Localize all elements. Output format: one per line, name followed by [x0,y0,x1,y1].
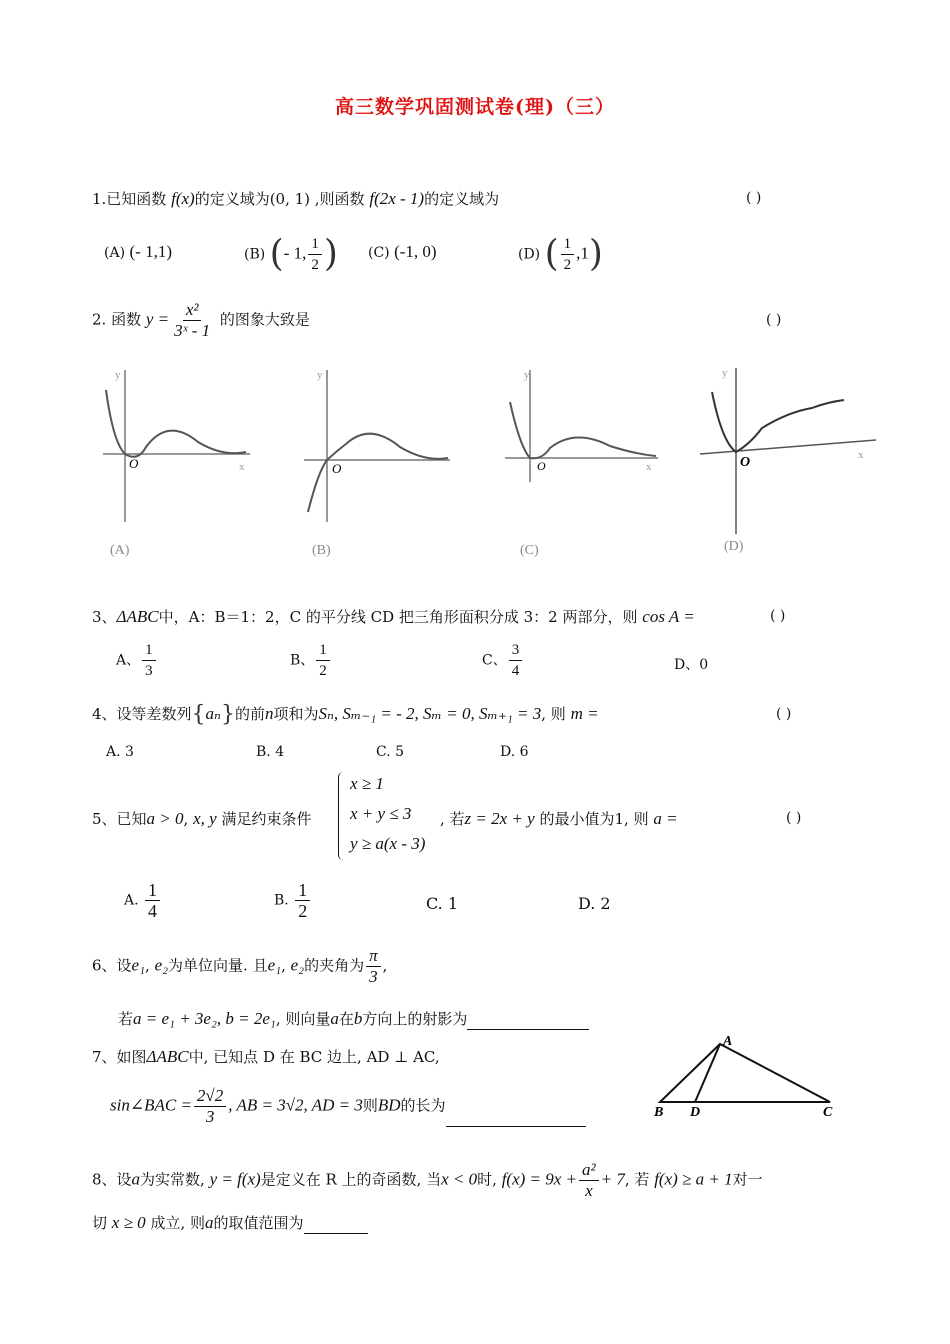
graph-c-label: (C) [520,543,539,558]
point-c-label: C [823,1105,833,1120]
graph-d-origin: O [740,455,751,470]
question-8-line-2: 切 x ≥ 0 成立, 则a的取值范围为 [92,1212,368,1234]
graph-c-origin: O [537,459,546,473]
question-3-option-d: D、0 [674,657,709,673]
question-5-option-c: C. 1 [426,894,459,913]
question-1-option-c: (C) (-1, 0) [368,242,437,261]
question-6-line-1: 6、设e₁, e₂为单位向量. 且e₁, e₂的夹角为 $\frac{\pi}{3}$ , [92,946,388,986]
graph-c-x-label: x [646,461,652,473]
graph-a-y-label: y [115,369,121,381]
question-3-option-c: C、 $\frac{3}{4}$ [482,640,524,681]
question-4-answer-paren: ( ) [776,706,792,722]
graph-b [300,362,460,562]
graph-b-curve [308,434,448,512]
question-7-figure [650,1032,850,1124]
graph-d-y-label: y [722,367,728,379]
question-8-answer-blank[interactable] [304,1233,368,1234]
segment-ad [695,1044,720,1102]
graph-d [698,362,882,562]
question-5-stem-b: , 若z = 2x + y 的最小值为1, 则 a = [440,809,678,828]
graph-a-curve [106,390,246,457]
question-5-answer-paren: ( ) [786,810,802,826]
graph-c [500,362,670,562]
point-a-label: A [723,1034,733,1049]
question-1-stem: 1.已知函数 f(x)的定义域为(0, 1) ,则函数 f(2x - 1)的定义域为 [92,189,500,208]
question-5-brace [338,772,343,860]
question-4-option-d: D. 6 [500,744,529,760]
triangle-abc [660,1044,830,1102]
question-1-option-d: (D) ( $\frac{1}{2}$ ,1) [518,233,603,275]
question-6-answer-blank[interactable] [467,1029,589,1030]
question-7-line-1: 7、如图ΔABC中, 已知点 D 在 BC 边上, AD ⊥ AC, [92,1047,440,1066]
question-5-option-a: A. $\frac{1}{4}$ [124,880,162,921]
graph-c-curve [510,402,656,458]
graph-d-curve [712,392,844,452]
question-3-option-b: B、 $\frac{1}{2}$ [290,640,332,681]
graph-a-origin: O [129,456,139,471]
graph-a-label: (A) [110,543,130,558]
question-1-option-b: (B) (- 1, $\frac{1}{2}$ ) [244,233,338,275]
question-8-line-1: 8、设a为实常数, y = f(x)是定义在 R 上的奇函数, 当x < 0时, f(x) = 9x + $\frac{\text{a²}}{x}$ + 7, 若 f(x) ≥ a + 1对一 [92,1160,763,1200]
question-5-stem-a: 5、已知a > 0, x, y 满足约束条件 [92,809,312,828]
question-5-constraint-1: x ≥ 1 [350,774,384,793]
question-4-stem: 4、设等差数列{aₙ}的前n项和为Sₙ, Sₘ₋₁ = - 2, Sₘ = 0, Sₘ₊₁ = 3, 则 m = [92,702,599,727]
question-6-line-2: 若a = e₁ + 3e₂, b = 2e₁, 则向量a在b方向上的射影为 [118,1008,589,1030]
question-7-answer-blank[interactable] [446,1126,586,1127]
question-3-option-a: A、 $\frac{1}{3}$ [116,640,158,681]
graph-d-label: (D) [724,539,744,554]
graph-b-y-label: y [317,369,323,381]
question-1-option-a: (A) (- 1,1) [104,242,172,261]
graph-a [98,362,258,562]
question-5-option-d: D. 2 [578,894,611,913]
graph-b-label: (B) [312,543,331,558]
question-3-answer-paren: ( ) [770,608,786,624]
question-2-stem: 2. 函数 y = $\frac{\text{x²}}{\text{3ˣ - 1}}$ 的图象大致是 [92,300,310,340]
question-5-option-b: B. $\frac{1}{2}$ [274,880,312,921]
graph-d-x-axis [700,440,876,454]
graph-a-x-label: x [239,461,245,473]
graph-b-origin: O [332,461,342,476]
question-5-constraint-2: x + y ≤ 3 [350,804,412,823]
point-b-label: B [654,1105,664,1120]
question-5-constraint-3: y ≥ a(x - 3) [350,834,426,853]
point-d-label: D [690,1105,701,1120]
question-4-option-a: A. 3 [106,744,134,760]
page-title: 高三数学巩固测试卷(理)（三） [335,96,615,118]
question-1-answer-paren: ( ) [746,190,762,206]
question-4-option-b: B. 4 [256,744,285,760]
question-4-option-c: C. 5 [376,744,405,760]
graph-d-x-label: x [858,449,864,461]
graph-c-y-label: y [524,369,530,381]
question-2-answer-paren: ( ) [766,312,782,328]
question-3-stem: 3、ΔABC中，A：B＝1：2，C 的平分线 CD 把三角形面积分成 3：2 两部分，则 cos A = [92,607,695,626]
question-7-line-2: sin∠BAC = $\frac{2√2}{3}$ , AB = 3√2, AD = 3则BD的长为 [110,1086,586,1127]
